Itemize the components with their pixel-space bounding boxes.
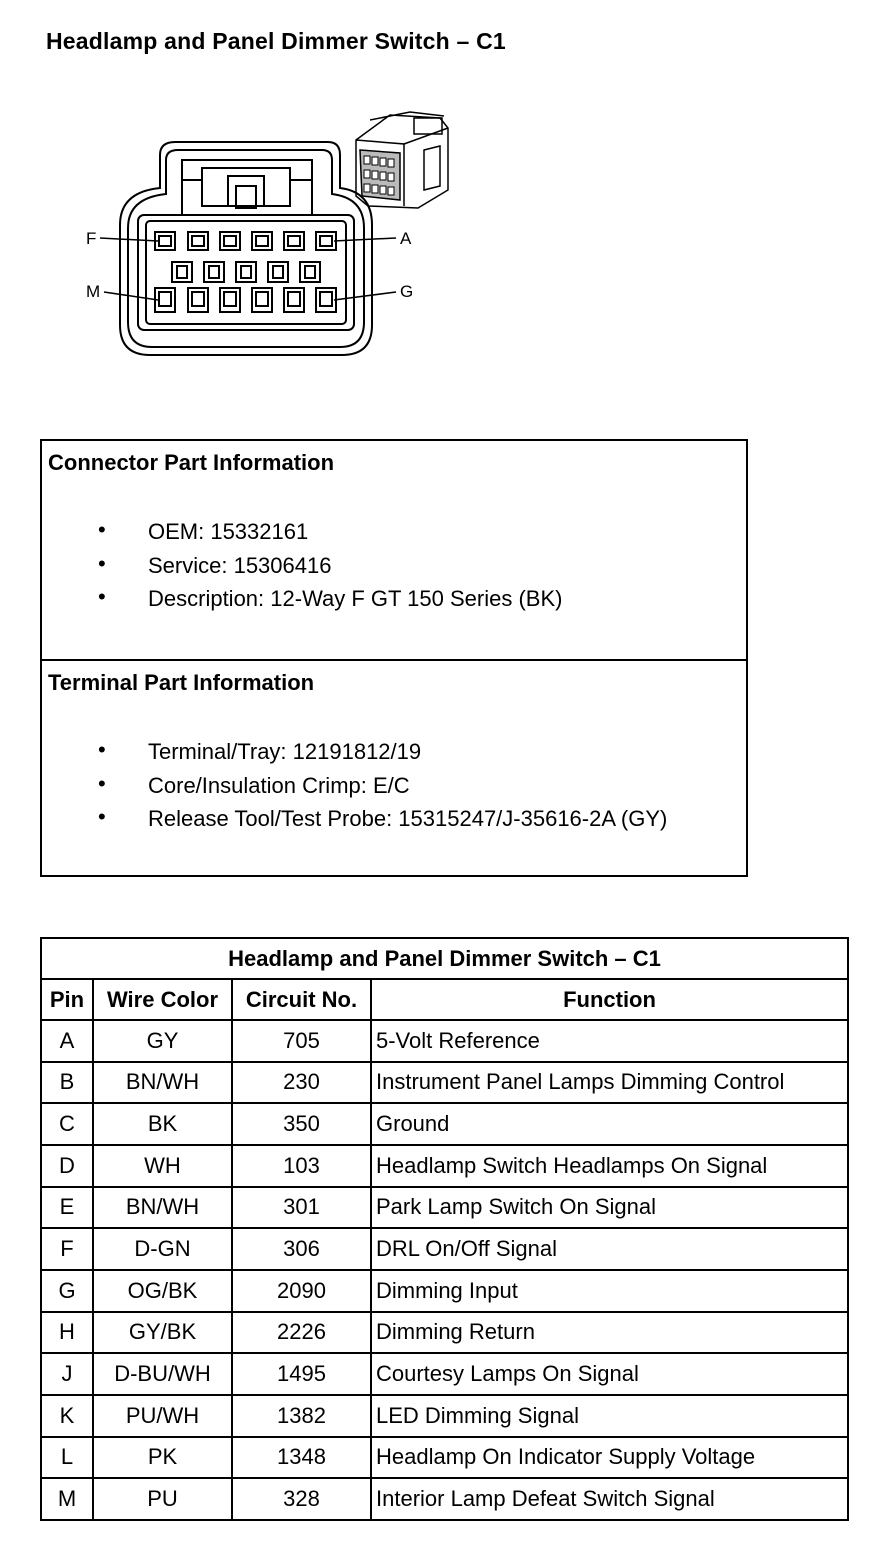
table-row: [41, 1103, 848, 1145]
wire-color-cell: BN/WH: [93, 1187, 232, 1229]
pin-cell: L: [41, 1437, 93, 1479]
wire-color-cell: PU: [93, 1478, 232, 1520]
header-pin: Pin: [41, 979, 93, 1020]
header-wire-color: Wire Color: [93, 979, 232, 1020]
page-title: Headlamp and Panel Dimmer Switch – C1: [46, 28, 506, 54]
circuit-cell: 328: [232, 1478, 371, 1520]
header-function: Function: [371, 979, 848, 1020]
wire-color-cell: PK: [93, 1437, 232, 1479]
bullet: •: [98, 584, 106, 609]
table-row: [41, 1228, 848, 1270]
function-cell: Dimming Return: [371, 1312, 848, 1354]
terminal-part-info: [42, 661, 746, 875]
bullet: •: [98, 804, 106, 829]
pin-cell: J: [41, 1353, 93, 1395]
table-row: [41, 1062, 848, 1104]
circuit-cell: 705: [232, 1020, 371, 1062]
table-row: [41, 1478, 848, 1520]
pin-cell: C: [41, 1103, 93, 1145]
connector-service: Service: 15306416: [148, 552, 332, 578]
circuit-cell: 230: [232, 1062, 371, 1104]
circuit-cell: 1348: [232, 1437, 371, 1479]
function-cell: DRL On/Off Signal: [371, 1228, 848, 1270]
terminal-crimp: Core/Insulation Crimp: E/C: [148, 772, 410, 798]
circuit-cell: 2090: [232, 1270, 371, 1312]
terminal-part-heading: Terminal Part Information: [48, 670, 315, 695]
table-row: [41, 1145, 848, 1187]
function-cell: 5-Volt Reference: [371, 1020, 848, 1062]
wire-color-cell: GY/BK: [93, 1312, 232, 1354]
function-cell: LED Dimming Signal: [371, 1395, 848, 1437]
function-cell: Ground: [371, 1103, 848, 1145]
wire-color-cell: D-BU/WH: [93, 1353, 232, 1395]
wire-color-cell: GY: [93, 1020, 232, 1062]
function-cell: Interior Lamp Defeat Switch Signal: [371, 1478, 848, 1520]
table-title: Headlamp and Panel Dimmer Switch – C1: [41, 938, 848, 979]
wire-color-cell: WH: [93, 1145, 232, 1187]
bullet: •: [98, 517, 106, 542]
bottom-pin-row: [155, 288, 336, 312]
connector-3d-icon: [356, 112, 448, 208]
connector-face-diagram: [0, 0, 896, 420]
wire-color-cell: BN/WH: [93, 1062, 232, 1104]
top-pin-row: [155, 232, 336, 250]
function-cell: Headlamp On Indicator Supply Voltage: [371, 1437, 848, 1479]
connector-part-info: [42, 441, 746, 661]
circuit-cell: 1495: [232, 1353, 371, 1395]
table-row: [41, 1270, 848, 1312]
bullet: •: [98, 770, 106, 796]
terminal-tray: Terminal/Tray: 12191812/19: [148, 739, 422, 764]
table-header-row: [41, 979, 848, 1020]
table-row: [41, 1353, 848, 1395]
connector-oem: OEM: 15332161: [148, 519, 309, 544]
pin-cell: H: [41, 1312, 93, 1354]
pin-cell: B: [41, 1062, 93, 1104]
table-row: [41, 1187, 848, 1229]
table-title-row: [41, 938, 848, 979]
middle-pin-row: [172, 262, 320, 282]
wire-color-cell: D-GN: [93, 1228, 232, 1270]
wire-color-cell: OG/BK: [93, 1270, 232, 1312]
circuit-cell: 103: [232, 1145, 371, 1187]
function-cell: Headlamp Switch Headlamps On Signal: [371, 1145, 848, 1187]
table-row: [41, 1437, 848, 1479]
circuit-cell: 301: [232, 1187, 371, 1229]
pin-label-g: G: [400, 282, 414, 301]
pin-cell: F: [41, 1228, 93, 1270]
pin-cell: K: [41, 1395, 93, 1437]
pin-cell: E: [41, 1187, 93, 1229]
circuit-cell: 1382: [232, 1395, 371, 1437]
pin-cell: M: [41, 1478, 93, 1520]
function-cell: Park Lamp Switch On Signal: [371, 1187, 848, 1229]
function-cell: Instrument Panel Lamps Dimming Control: [371, 1062, 848, 1104]
pin-label-f: F: [86, 229, 97, 248]
wire-color-cell: PU/WH: [93, 1395, 232, 1437]
wire-color-cell: BK: [93, 1103, 232, 1145]
function-cell: Courtesy Lamps On Signal: [371, 1353, 848, 1395]
pin-cell: A: [41, 1020, 93, 1062]
bullet: •: [98, 550, 106, 576]
circuit-cell: 2226: [232, 1312, 371, 1354]
connector-description: Description: 12-Way F GT 150 Series (BK): [148, 586, 563, 611]
circuit-cell: 350: [232, 1103, 371, 1145]
pin-cell: G: [41, 1270, 93, 1312]
terminal-release-tool: Release Tool/Test Probe: 15315247/J-35616-2A (GY): [148, 806, 668, 831]
table-row: [41, 1395, 848, 1437]
circuit-cell: 306: [232, 1228, 371, 1270]
header-circuit-no: Circuit No.: [232, 979, 371, 1020]
connector-part-heading: Connector Part Information: [48, 450, 335, 475]
pin-label-m: M: [86, 282, 101, 301]
pin-cell: D: [41, 1145, 93, 1187]
part-info-box: [40, 439, 748, 877]
pin-label-a: A: [400, 229, 412, 248]
function-cell: Dimming Input: [371, 1270, 848, 1312]
table-row: [41, 1312, 848, 1354]
pinout-table: [40, 937, 849, 1521]
table-row: [41, 1020, 848, 1062]
bullet: •: [98, 737, 106, 762]
